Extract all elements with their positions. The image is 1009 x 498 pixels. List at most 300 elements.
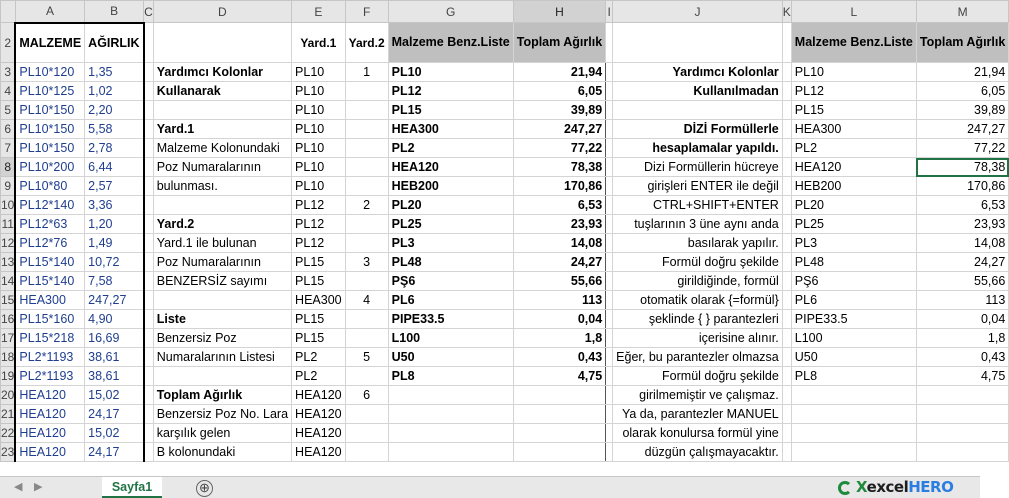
cell-a13[interactable]: PL15*140 — [15, 253, 84, 272]
cell-i9[interactable] — [606, 177, 613, 196]
cell-h15[interactable]: 113 — [513, 291, 605, 310]
cell-j7[interactable]: hesaplamalar yapıldı. — [613, 139, 783, 158]
cell-a5[interactable]: PL10*150 — [15, 101, 84, 120]
cell-k14[interactable] — [782, 272, 791, 291]
column-header-h[interactable]: H — [513, 1, 605, 23]
cell-m11[interactable]: 23,93 — [916, 215, 1008, 234]
cell-c9[interactable] — [144, 177, 154, 196]
cell-l11[interactable]: PL25 — [791, 215, 916, 234]
cell-c20[interactable] — [144, 386, 154, 405]
cell-g13[interactable]: PL48 — [388, 253, 513, 272]
cell-g7[interactable]: PL2 — [388, 139, 513, 158]
cell-c3[interactable] — [144, 63, 154, 82]
cell-e13[interactable]: PL15 — [292, 253, 346, 272]
cell-j3[interactable]: Yardımcı Kolonlar — [613, 63, 783, 82]
cell-h17[interactable]: 1,8 — [513, 329, 605, 348]
cell-a17[interactable]: PL15*218 — [15, 329, 84, 348]
cell-b23[interactable]: 24,17 — [85, 443, 144, 462]
cell-d2[interactable] — [153, 23, 291, 63]
row-header-17[interactable]: 17 — [1, 329, 16, 348]
cell-j5[interactable] — [613, 101, 783, 120]
cell-j14[interactable]: girildiğinde, formül — [613, 272, 783, 291]
cell-b19[interactable]: 38,61 — [85, 367, 144, 386]
cell-i8[interactable] — [606, 158, 613, 177]
row-header-2[interactable]: 2 — [1, 23, 16, 63]
cell-h7[interactable]: 77,22 — [513, 139, 605, 158]
row-header-18[interactable]: 18 — [1, 348, 16, 367]
sheet-tab-sayfa1[interactable]: Sayfa1 — [102, 477, 162, 498]
cell-b6[interactable]: 5,58 — [85, 120, 144, 139]
cell-f18[interactable]: 5 — [345, 348, 388, 367]
cell-d23[interactable]: B kolonundaki — [153, 443, 291, 462]
cell-a4[interactable]: PL10*125 — [15, 82, 84, 101]
cell-a14[interactable]: PL15*140 — [15, 272, 84, 291]
cell-c10[interactable] — [144, 196, 154, 215]
cell-m18[interactable]: 0,43 — [916, 348, 1008, 367]
cell-k8[interactable] — [782, 158, 791, 177]
cell-d21[interactable]: Benzersiz Poz No. Lara — [153, 405, 291, 424]
column-header-f[interactable]: F — [345, 1, 388, 23]
cell-d13[interactable]: Poz Numaralarının — [153, 253, 291, 272]
cell-c4[interactable] — [144, 82, 154, 101]
cell-e10[interactable]: PL12 — [292, 196, 346, 215]
cell-a22[interactable]: HEA120 — [15, 424, 84, 443]
cell-m20[interactable] — [916, 386, 1008, 405]
cell-m4[interactable]: 6,05 — [916, 82, 1008, 101]
cell-f14[interactable] — [345, 272, 388, 291]
cell-i7[interactable] — [606, 139, 613, 158]
cell-k11[interactable] — [782, 215, 791, 234]
cell-b5[interactable]: 2,20 — [85, 101, 144, 120]
row-header-12[interactable]: 12 — [1, 234, 16, 253]
cell-c18[interactable] — [144, 348, 154, 367]
cell-k21[interactable] — [782, 405, 791, 424]
cell-l18[interactable]: U50 — [791, 348, 916, 367]
cell-f22[interactable] — [345, 424, 388, 443]
cell-b7[interactable]: 2,78 — [85, 139, 144, 158]
cell-k17[interactable] — [782, 329, 791, 348]
cell-c6[interactable] — [144, 120, 154, 139]
cell-c17[interactable] — [144, 329, 154, 348]
cell-a16[interactable]: PL15*160 — [15, 310, 84, 329]
cell-a10[interactable]: PL12*140 — [15, 196, 84, 215]
row-header-5[interactable]: 5 — [1, 101, 16, 120]
cell-b21[interactable]: 24,17 — [85, 405, 144, 424]
cell-e16[interactable]: PL15 — [292, 310, 346, 329]
cell-a23[interactable]: HEA120 — [15, 443, 84, 462]
cell-m16[interactable]: 0,04 — [916, 310, 1008, 329]
cell-g2[interactable]: Malzeme Benz.Liste — [388, 23, 513, 63]
cell-m6[interactable]: 247,27 — [916, 120, 1008, 139]
cell-g9[interactable]: HEB200 — [388, 177, 513, 196]
cell-f5[interactable] — [345, 101, 388, 120]
cell-h2[interactable]: Toplam Ağırlık — [513, 23, 605, 63]
cell-e19[interactable]: PL2 — [292, 367, 346, 386]
cell-j15[interactable]: otomatik olarak {=formül} — [613, 291, 783, 310]
cell-g19[interactable]: PL8 — [388, 367, 513, 386]
cell-i16[interactable] — [606, 310, 613, 329]
cell-f21[interactable] — [345, 405, 388, 424]
cell-m22[interactable] — [916, 424, 1008, 443]
cell-a20[interactable]: HEA120 — [15, 386, 84, 405]
cell-f20[interactable]: 6 — [345, 386, 388, 405]
cell-m8[interactable]: 78,38 — [916, 158, 1008, 177]
cell-i14[interactable] — [606, 272, 613, 291]
cell-b8[interactable]: 6,44 — [85, 158, 144, 177]
column-header-d[interactable]: D — [153, 1, 291, 23]
column-header-g[interactable]: G — [388, 1, 513, 23]
cell-e5[interactable]: PL10 — [292, 101, 346, 120]
cell-d9[interactable]: bulunması. — [153, 177, 291, 196]
cell-f17[interactable] — [345, 329, 388, 348]
cell-l20[interactable] — [791, 386, 916, 405]
cell-b10[interactable]: 3,36 — [85, 196, 144, 215]
cell-g4[interactable]: PL12 — [388, 82, 513, 101]
cell-h22[interactable] — [513, 424, 605, 443]
cell-e3[interactable]: PL10 — [292, 63, 346, 82]
cell-e20[interactable]: HEA120 — [292, 386, 346, 405]
cell-m14[interactable]: 55,66 — [916, 272, 1008, 291]
column-header-k[interactable]: K — [782, 1, 791, 23]
cell-l9[interactable]: HEB200 — [791, 177, 916, 196]
cell-l14[interactable]: PŞ6 — [791, 272, 916, 291]
cell-k18[interactable] — [782, 348, 791, 367]
column-header-e[interactable]: E — [292, 1, 346, 23]
cell-d12[interactable]: Yard.1 ile bulunan — [153, 234, 291, 253]
cell-a19[interactable]: PL2*1193 — [15, 367, 84, 386]
scroll-tabs-left-icon[interactable]: ◀ — [14, 481, 23, 493]
cell-a3[interactable]: PL10*120 — [15, 63, 84, 82]
cell-l3[interactable]: PL10 — [791, 63, 916, 82]
cell-c22[interactable] — [144, 424, 154, 443]
cell-h23[interactable] — [513, 443, 605, 462]
cell-d6[interactable]: Yard.1 — [153, 120, 291, 139]
cell-a8[interactable]: PL10*200 — [15, 158, 84, 177]
row-header-10[interactable]: 10 — [1, 196, 16, 215]
cell-a21[interactable]: HEA120 — [15, 405, 84, 424]
cell-k6[interactable] — [782, 120, 791, 139]
cell-e11[interactable]: PL12 — [292, 215, 346, 234]
cell-d15[interactable] — [153, 291, 291, 310]
cell-m21[interactable] — [916, 405, 1008, 424]
cell-j23[interactable]: düzgün çalışmayacaktır. — [613, 443, 783, 462]
row-header-20[interactable]: 20 — [1, 386, 16, 405]
cell-j18[interactable]: Eğer, bu parantezler olmazsa — [613, 348, 783, 367]
cell-j9[interactable]: girişleri ENTER ile değil — [613, 177, 783, 196]
row-header-4[interactable]: 4 — [1, 82, 16, 101]
cell-f9[interactable] — [345, 177, 388, 196]
cell-j11[interactable]: tuşlarının 3 üne aynı anda — [613, 215, 783, 234]
cell-h18[interactable]: 0,43 — [513, 348, 605, 367]
cell-k2[interactable] — [782, 23, 791, 63]
cell-i12[interactable] — [606, 234, 613, 253]
cell-g8[interactable]: HEA120 — [388, 158, 513, 177]
cell-b15[interactable]: 247,27 — [85, 291, 144, 310]
cell-b12[interactable]: 1,49 — [85, 234, 144, 253]
cell-l16[interactable]: PIPE33.5 — [791, 310, 916, 329]
column-header-m[interactable]: M — [916, 1, 1008, 23]
cell-c11[interactable] — [144, 215, 154, 234]
cell-m15[interactable]: 113 — [916, 291, 1008, 310]
cell-g23[interactable] — [388, 443, 513, 462]
cell-m9[interactable]: 170,86 — [916, 177, 1008, 196]
cell-j2[interactable] — [613, 23, 783, 63]
row-header-19[interactable]: 19 — [1, 367, 16, 386]
cell-k16[interactable] — [782, 310, 791, 329]
cell-i22[interactable] — [606, 424, 613, 443]
cell-d11[interactable]: Yard.2 — [153, 215, 291, 234]
column-header-i[interactable]: I — [606, 1, 613, 23]
cell-i23[interactable] — [606, 443, 613, 462]
cell-k9[interactable] — [782, 177, 791, 196]
cell-c7[interactable] — [144, 139, 154, 158]
cell-l10[interactable]: PL20 — [791, 196, 916, 215]
cell-g10[interactable]: PL20 — [388, 196, 513, 215]
cell-b2[interactable]: AĞIRLIK — [85, 23, 144, 63]
cell-c5[interactable] — [144, 101, 154, 120]
cell-k20[interactable] — [782, 386, 791, 405]
cell-i13[interactable] — [606, 253, 613, 272]
cell-k3[interactable] — [782, 63, 791, 82]
cell-h10[interactable]: 6,53 — [513, 196, 605, 215]
cell-h14[interactable]: 55,66 — [513, 272, 605, 291]
cell-g22[interactable] — [388, 424, 513, 443]
row-header-13[interactable]: 13 — [1, 253, 16, 272]
cell-i21[interactable] — [606, 405, 613, 424]
cell-l12[interactable]: PL3 — [791, 234, 916, 253]
column-header-a[interactable]: A — [15, 1, 84, 23]
column-header-c[interactable]: C — [144, 1, 154, 23]
cell-g14[interactable]: PŞ6 — [388, 272, 513, 291]
cell-d4[interactable]: Kullanarak — [153, 82, 291, 101]
cell-i5[interactable] — [606, 101, 613, 120]
cell-h19[interactable]: 4,75 — [513, 367, 605, 386]
cell-h16[interactable]: 0,04 — [513, 310, 605, 329]
cell-f23[interactable] — [345, 443, 388, 462]
cell-m13[interactable]: 24,27 — [916, 253, 1008, 272]
cell-m3[interactable]: 21,94 — [916, 63, 1008, 82]
cell-i11[interactable] — [606, 215, 613, 234]
cell-g20[interactable] — [388, 386, 513, 405]
row-header-11[interactable]: 11 — [1, 215, 16, 234]
cell-f8[interactable] — [345, 158, 388, 177]
cell-i3[interactable] — [606, 63, 613, 82]
cell-h5[interactable]: 39,89 — [513, 101, 605, 120]
cell-h9[interactable]: 170,86 — [513, 177, 605, 196]
cell-i10[interactable] — [606, 196, 613, 215]
cell-d17[interactable]: Benzersiz Poz — [153, 329, 291, 348]
cell-a12[interactable]: PL12*76 — [15, 234, 84, 253]
cell-l23[interactable] — [791, 443, 916, 462]
cell-h3[interactable]: 21,94 — [513, 63, 605, 82]
cell-j10[interactable]: CTRL+SHIFT+ENTER — [613, 196, 783, 215]
cell-g18[interactable]: U50 — [388, 348, 513, 367]
cell-c21[interactable] — [144, 405, 154, 424]
cell-b22[interactable]: 15,02 — [85, 424, 144, 443]
cell-l7[interactable]: PL2 — [791, 139, 916, 158]
cell-i15[interactable] — [606, 291, 613, 310]
row-header-15[interactable]: 15 — [1, 291, 16, 310]
row-header-14[interactable]: 14 — [1, 272, 16, 291]
cell-f7[interactable] — [345, 139, 388, 158]
cell-b4[interactable]: 1,02 — [85, 82, 144, 101]
cell-m17[interactable]: 1,8 — [916, 329, 1008, 348]
cell-i18[interactable] — [606, 348, 613, 367]
cell-e23[interactable]: HEA120 — [292, 443, 346, 462]
cell-b16[interactable]: 4,90 — [85, 310, 144, 329]
cell-a15[interactable]: HEA300 — [15, 291, 84, 310]
cell-e12[interactable]: PL12 — [292, 234, 346, 253]
cell-i4[interactable] — [606, 82, 613, 101]
cell-d20[interactable]: Toplam Ağırlık — [153, 386, 291, 405]
cell-k4[interactable] — [782, 82, 791, 101]
cell-g3[interactable]: PL10 — [388, 63, 513, 82]
cell-j22[interactable]: olarak konulursa formül yine — [613, 424, 783, 443]
cell-g5[interactable]: PL15 — [388, 101, 513, 120]
cell-a6[interactable]: PL10*150 — [15, 120, 84, 139]
cell-k23[interactable] — [782, 443, 791, 462]
row-header-9[interactable]: 9 — [1, 177, 16, 196]
cell-a11[interactable]: PL12*63 — [15, 215, 84, 234]
cell-d8[interactable]: Poz Numaralarının — [153, 158, 291, 177]
cell-m19[interactable]: 4,75 — [916, 367, 1008, 386]
cell-e22[interactable]: HEA120 — [292, 424, 346, 443]
cell-e15[interactable]: HEA300 — [292, 291, 346, 310]
cell-i17[interactable] — [606, 329, 613, 348]
row-header-23[interactable]: 23 — [1, 443, 16, 462]
cell-g15[interactable]: PL6 — [388, 291, 513, 310]
row-header-7[interactable]: 7 — [1, 139, 16, 158]
cell-h20[interactable] — [513, 386, 605, 405]
cell-l13[interactable]: PL48 — [791, 253, 916, 272]
row-header-21[interactable]: 21 — [1, 405, 16, 424]
cell-l17[interactable]: L100 — [791, 329, 916, 348]
cell-a7[interactable]: PL10*150 — [15, 139, 84, 158]
cell-j13[interactable]: Formül doğru şekilde — [613, 253, 783, 272]
cell-e2[interactable]: Yard.1 — [292, 23, 346, 63]
cell-k10[interactable] — [782, 196, 791, 215]
cell-l6[interactable]: HEA300 — [791, 120, 916, 139]
cell-j16[interactable]: şeklinde { } parantezleri — [613, 310, 783, 329]
cell-f12[interactable] — [345, 234, 388, 253]
cell-j4[interactable]: Kullanılmadan — [613, 82, 783, 101]
cell-i20[interactable] — [606, 386, 613, 405]
cell-e18[interactable]: PL2 — [292, 348, 346, 367]
cell-m5[interactable]: 39,89 — [916, 101, 1008, 120]
cell-c13[interactable] — [144, 253, 154, 272]
cell-l22[interactable] — [791, 424, 916, 443]
cell-d10[interactable] — [153, 196, 291, 215]
cell-i2[interactable] — [606, 23, 613, 63]
cell-c19[interactable] — [144, 367, 154, 386]
cell-d7[interactable]: Malzeme Kolonundaki — [153, 139, 291, 158]
cell-b11[interactable]: 1,20 — [85, 215, 144, 234]
cell-m10[interactable]: 6,53 — [916, 196, 1008, 215]
cell-c12[interactable] — [144, 234, 154, 253]
cell-i6[interactable] — [606, 120, 613, 139]
cell-g12[interactable]: PL3 — [388, 234, 513, 253]
cell-f4[interactable] — [345, 82, 388, 101]
column-header-j[interactable]: J — [613, 1, 783, 23]
cell-g17[interactable]: L100 — [388, 329, 513, 348]
cell-l15[interactable]: PL6 — [791, 291, 916, 310]
cell-c14[interactable] — [144, 272, 154, 291]
cell-j19[interactable]: Formül doğru şekilde — [613, 367, 783, 386]
cell-m12[interactable]: 14,08 — [916, 234, 1008, 253]
cell-c8[interactable] — [144, 158, 154, 177]
cell-e7[interactable]: PL10 — [292, 139, 346, 158]
cell-d3[interactable]: Yardımcı Kolonlar — [153, 63, 291, 82]
cell-d14[interactable]: BENZERSİZ sayımı — [153, 272, 291, 291]
cell-c2[interactable] — [144, 23, 154, 63]
cell-a18[interactable]: PL2*1193 — [15, 348, 84, 367]
cell-f2[interactable]: Yard.2 — [345, 23, 388, 63]
cell-c15[interactable] — [144, 291, 154, 310]
cell-l2[interactable]: Malzeme Benz.Liste — [791, 23, 916, 63]
cell-j21[interactable]: Ya da, parantezler MANUEL — [613, 405, 783, 424]
cell-g16[interactable]: PIPE33.5 — [388, 310, 513, 329]
cell-l8[interactable]: HEA120 — [791, 158, 916, 177]
cell-f11[interactable] — [345, 215, 388, 234]
column-header-l[interactable]: L — [791, 1, 916, 23]
cell-b3[interactable]: 1,35 — [85, 63, 144, 82]
cell-c23[interactable] — [144, 443, 154, 462]
cell-g6[interactable]: HEA300 — [388, 120, 513, 139]
cell-h6[interactable]: 247,27 — [513, 120, 605, 139]
cell-i19[interactable] — [606, 367, 613, 386]
cell-a9[interactable]: PL10*80 — [15, 177, 84, 196]
cell-b14[interactable]: 7,58 — [85, 272, 144, 291]
cell-m7[interactable]: 77,22 — [916, 139, 1008, 158]
cell-h21[interactable] — [513, 405, 605, 424]
cell-f3[interactable]: 1 — [345, 63, 388, 82]
cell-b13[interactable]: 10,72 — [85, 253, 144, 272]
cell-j8[interactable]: Dizi Formüllerin hücreye — [613, 158, 783, 177]
cell-e4[interactable]: PL10 — [292, 82, 346, 101]
row-header-16[interactable]: 16 — [1, 310, 16, 329]
cell-f19[interactable] — [345, 367, 388, 386]
cell-l21[interactable] — [791, 405, 916, 424]
cell-k13[interactable] — [782, 253, 791, 272]
cell-b20[interactable]: 15,02 — [85, 386, 144, 405]
cell-j17[interactable]: içerisine alınır. — [613, 329, 783, 348]
cell-h12[interactable]: 14,08 — [513, 234, 605, 253]
cell-l19[interactable]: PL8 — [791, 367, 916, 386]
cell-f16[interactable] — [345, 310, 388, 329]
cell-k22[interactable] — [782, 424, 791, 443]
cell-k19[interactable] — [782, 367, 791, 386]
cell-h4[interactable]: 6,05 — [513, 82, 605, 101]
cell-h11[interactable]: 23,93 — [513, 215, 605, 234]
cell-b17[interactable]: 16,69 — [85, 329, 144, 348]
add-sheet-button[interactable]: ⊕ — [196, 480, 213, 497]
cell-j12[interactable]: basılarak yapılır. — [613, 234, 783, 253]
row-header-22[interactable]: 22 — [1, 424, 16, 443]
cell-d19[interactable] — [153, 367, 291, 386]
cell-l5[interactable]: PL15 — [791, 101, 916, 120]
cell-e8[interactable]: PL10 — [292, 158, 346, 177]
cell-g21[interactable] — [388, 405, 513, 424]
cell-g11[interactable]: PL25 — [388, 215, 513, 234]
cell-j20[interactable]: girilmemiştir ve çalışmaz. — [613, 386, 783, 405]
cell-k15[interactable] — [782, 291, 791, 310]
cell-k12[interactable] — [782, 234, 791, 253]
cell-e9[interactable]: PL10 — [292, 177, 346, 196]
cell-f6[interactable] — [345, 120, 388, 139]
cell-b18[interactable]: 38,61 — [85, 348, 144, 367]
cell-c16[interactable] — [144, 310, 154, 329]
scroll-tabs-right-icon[interactable]: ▶ — [34, 481, 43, 493]
